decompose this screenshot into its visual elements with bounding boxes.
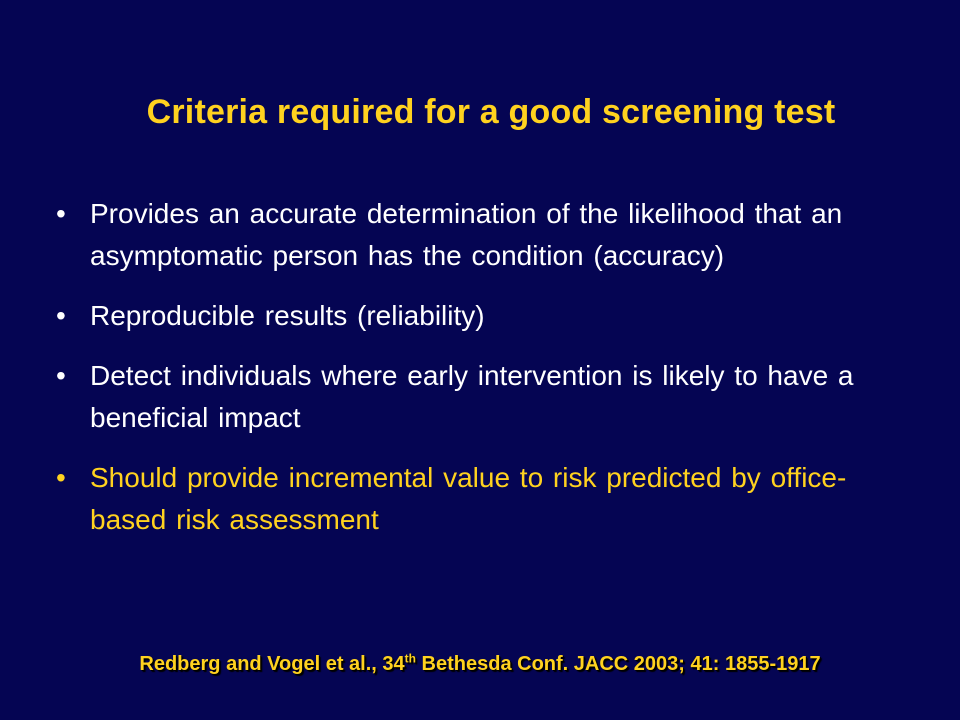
reference-authors: Redberg and Vogel et al., 34 xyxy=(139,653,405,675)
bullet-item-incremental-value xyxy=(54,457,874,541)
bullet-text: Should provide incremental value to risk predicted by office-based risk assessment xyxy=(90,462,847,535)
bullet-item-intervention xyxy=(54,355,874,439)
reference-superscript: th xyxy=(404,651,416,666)
bullet-list xyxy=(54,193,874,559)
bullet-item-accuracy xyxy=(54,193,874,277)
bullet-text: Reproducible results (reliability) xyxy=(90,300,485,331)
bullet-text: Detect individuals where early intervention is likely to have a beneficial impact xyxy=(90,360,854,433)
bullet-text: Provides an accurate determination of the likelihood that an asymptomatic person has the condition (accuracy) xyxy=(90,198,843,271)
bullet-dot-icon: • xyxy=(56,300,66,331)
reference-citation xyxy=(0,652,960,676)
bullet-dot-icon: • xyxy=(56,360,66,391)
reference-source: Bethesda Conf. JACC 2003; 41: 1855-1917 xyxy=(415,653,821,675)
slide-title: Criteria required for a good screening test xyxy=(146,93,836,131)
bullet-item-reliability xyxy=(54,295,874,337)
bullet-dot-icon: • xyxy=(56,198,66,229)
bullet-dot-icon: • xyxy=(56,462,66,493)
